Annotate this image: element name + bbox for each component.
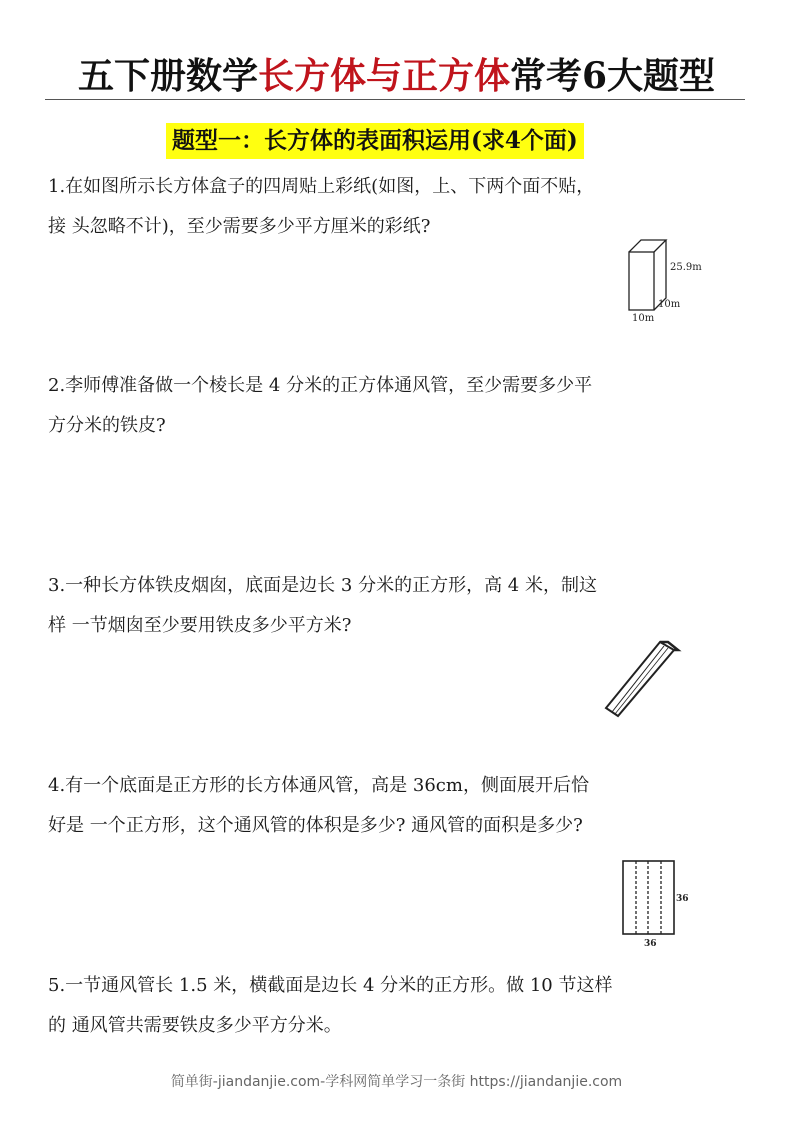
- footer-watermark: 简单街-jiandanjie.com-学科网简单学习一条街 https://jiandanjie.com: [170, 1074, 623, 1090]
- chimney-pipe-figure: [598, 636, 684, 726]
- question-1-line-1: 1.在如图所示长方体盒子的四周贴上彩纸(如图，上、下两个面不贴，: [48, 176, 595, 197]
- question-4: [48, 766, 748, 846]
- cuboid-figure: [618, 234, 718, 330]
- question-2: [48, 366, 748, 446]
- cuboid-width-label: 10m: [632, 313, 655, 324]
- question-3: [48, 566, 748, 646]
- question-5-line-1: 5.一节通风管长 1.5 米，横截面是边长 4 分米的正方形。做 10 节这样: [48, 975, 613, 996]
- question-4-line-1: 4.有一个底面是正方形的长方体通风管，高是 36cm，侧面展开后恰: [48, 775, 589, 796]
- question-2-line-2: 方分米的铁皮?: [48, 415, 166, 436]
- title-topic: 长方体与正方体: [257, 55, 510, 97]
- side-length-label: 36: [676, 894, 689, 904]
- question-2-line-1: 2.李师傅准备做一个棱长是 4 分米的正方体通风管，至少需要多少平: [48, 375, 593, 396]
- question-5: [48, 966, 748, 1046]
- question-3-line-1: 3.一种长方体铁皮烟囱，底面是边长 3 分米的正方形，高 4 米，制这: [48, 575, 597, 596]
- cuboid-height-label: 25.9m: [670, 262, 702, 273]
- question-1-line-2: 接 头忽略不计)，至少需要多少平方厘米的彩纸?: [48, 216, 431, 237]
- section-heading: 题型一：长方体的表面积运用(求4个面): [166, 123, 584, 159]
- title-prefix: 五下册数学: [77, 55, 258, 97]
- question-5-line-2: 的 通风管共需要铁皮多少平方分米。: [48, 1015, 342, 1036]
- page-title: [0, 50, 793, 102]
- cuboid-depth-label: 10m: [658, 299, 681, 310]
- title-suffix: 常考6大题型: [509, 55, 716, 97]
- question-4-line-2: 好是 一个正方形，这个通风管的体积是多少? 通风管的面积是多少?: [48, 815, 583, 836]
- question-3-line-2: 样 一节烟囱至少要用铁皮多少平方米?: [48, 615, 352, 636]
- bottom-length-label: 36: [644, 939, 657, 949]
- title-divider: [45, 99, 745, 100]
- unfolded-square-figure: [617, 859, 689, 953]
